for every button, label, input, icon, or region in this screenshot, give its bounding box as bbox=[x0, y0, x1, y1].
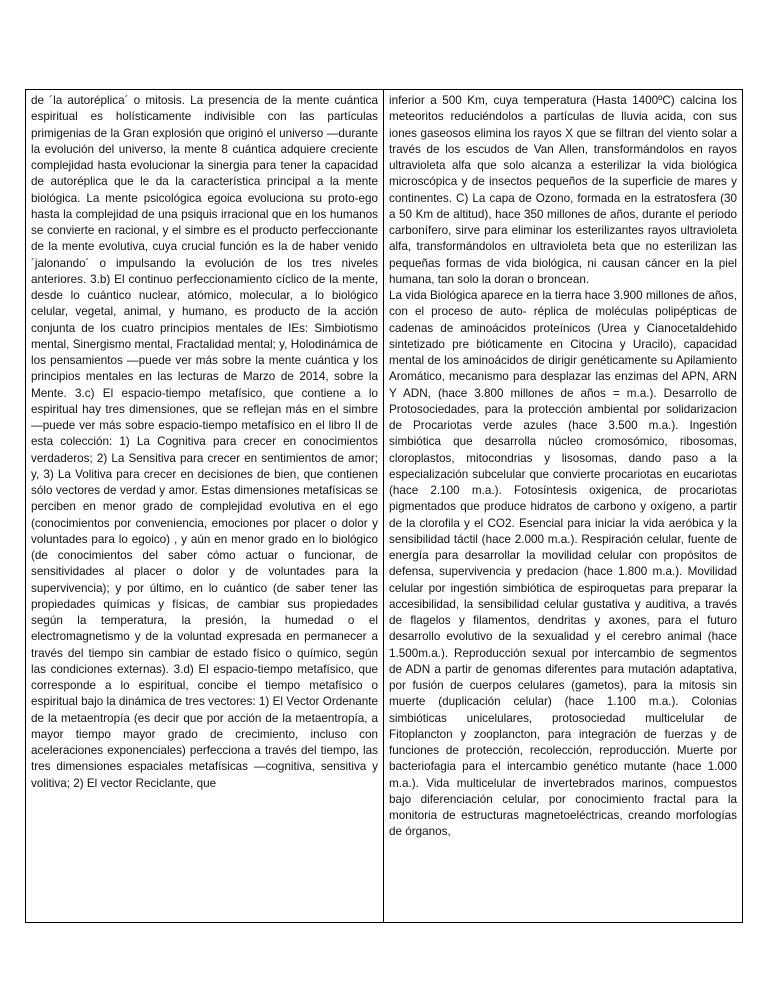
left-column-text: de ´la autoréplica´ o mitosis. La presencia de la mente cuántica espiritual es holísticamente indivisible con las partículas primigenias de la Gran explosión que originó el universo —durante la evolución del universo, la mente 8 cuántica adquiere creciente complejidad hasta evolucionar la sinergia para tener la capacidad de autoréplica que le da la característica principal a la mente biológica. La mente psicológica egoica evoluciona su proto-ego hasta la complejidad de una psiquis irracional que en los humanos se convierte en racional, y el simbre es el producto perfeccionante de la mente evolutiva, cuya crucial función es la de haber venido ´jalonando´ o impulsando la evolución de los tres niveles anteriores. 3.b) El continuo perfeccionamiento cíclico de la mente, desde lo cuántico nuclear, atómico, molecular, a lo biológico celular, vegetal, animal, y humano, es producto de la acción conjunta de los cuatro principios mentales de IEs: Simbiotismo mental, Sinergismo mental, Fractalidad mental; y, Holodinámica de los pensamientos —puede ver más sobre la mente cuántica y los principios mentales en las lecturas de Marzo de 2014, sobre la Mente. 3.c) El espacio-tiempo metafísico, que contiene a lo espiritual hay tres dimensiones, que se reflejan más en el simbre —puede ver más sobre espacio-tiempo metafísico en el libro II de esta colección: 1) La Cognitiva para crecer en conocimientos verdaderos; 2) La Sensitiva para crecer en sentimientos de amor; y, 3) La Volitiva para crecer en decisiones de bien, que contienen sólo vectores de verdad y amor. Estas dimensiones metafísicas se perciben en menor grado de complejidad evolutiva en el ego (conocimientos por conveniencia, emociones por placer o dolor y voluntades para lo egoico) , y aún en menor grado en lo biológico (de conocimientos del saber cómo actuar o funcionar, de sensitividades al placer o dolor y de voluntades para la supervivencia); y por último, en lo cuántico (de saber tener las propiedades químicas y físicas, de cambiar sus propiedades según la temperatura, la presión, la humedad o el electromagnetismo y de la voluntad expresada en permanecer a través del tiempo sin cambiar de estado físico o químico, según las condiciones externas). 3.d) El espacio-tiempo metafísico, que corresponde a lo espiritual, concibe el tiempo metafísico o espiritual bajo la dinámica de tres vectores: 1) El Vector Ordenante de la metaentropía (es decir que por acción de la metaentropía, a mayor tiempo mayor grado de crecimiento, incluso con aceleraciones exponenciales) perfecciona a través del tiempo, las tres dimensiones espaciales metafísicas —cognitiva, sensitiva y volitiva; 2) El vector Reciclante, que bbox=[31, 94, 378, 790]
left-column bbox=[26, 90, 384, 922]
right-column-paragraph-2: La vida Biológica aparece en la tierra hace 3.900 millones de años, con el proceso de auto- réplica de moléculas polipépticas de cadenas de aminoácidos proteínicos (Urea y Cianocetaldehido sintetizado pre bióticamente en Citocina y Uracilo), capacidad mental de los aminoácidos de dirigir genéticamente su Apilamiento Aromático, mecanismo para desplazar las enzimas del APN, ARN Y ADN, (hace 3.800 millones de años = m.a.). Desarrollo de Protosociedades, para la protección ambiental por solidarizacion de Procariotas verde azules (hace 3.500 m.a.). Ingestión simbiótica que desarrolla núcleo cromosómico, ribosomas, cloroplastos, mitocondrias y lisosomas, dando paso a la especialización subcelular que convierte procariotas en eucariotas (hace 2.100 m.a.). Fotosíntesis oxigenica, de procariotas pigmentados que produce hidratos de carbono y oxígeno, a partir de la clorofila y el CO2. Esencial para iniciar la vida aeróbica y la sensibilidad táctil (hace 2.000 m.a.). Respiración celular, fuente de energía para desarrollar la movilidad celular con propósitos de defensa, supervivencia y predacion (hace 1.800 m.a.). Movilidad celular por ingestión simbiótica de espiroquetas para preparar la accesibilidad, la sensibilidad celular gustativa y auditiva, a través de flagelos y filamentos, dendritas y axones, para el futuro desarrollo evolutivo de la sexualidad y el cerebro animal (hace 1.500m.a.). Reproducción sexual por intercambio de segmentos de ADN a partir de genomas diferentes para mutación adaptativa, por fusión de cuerpos celulares (gametos), para la mitosis sin muerte (duplicación celular) (hace 1.100 m.a.). Colonias simbióticas unicelulares, protosociedad multicelular de Fitoplancton y zooplancton, para integración de fuerzas y de funciones de protección, recolección, reproducción. Muerte por bacteriofagia para el intercambio genético mutante (hace 1.000 m.a.). Vida multicelular de invertebrados marinos, compuestos bajo diferenciación celular, por conocimiento fractal para la monitoria de estructuras magnetoeléctricas, creando morfologías de órganos, bbox=[389, 289, 737, 839]
two-column-table bbox=[25, 89, 743, 923]
right-column bbox=[384, 90, 742, 922]
right-column-paragraph-1: inferior a 500 Km, cuya temperatura (Hasta 1400ºC) calcina los meteoritos reduciéndolos a partículas de lluvia acida, con sus iones gaseosos elimina los rayos X que se filtran del viento solar a través de los escudos de Van Allen, transformándolos en rayos ultravioleta alfa que solo alcanza a esterilizar la vida biológica microscópica y de insectos pequeños de la superficie de mares y continentes. C) La capa de Ozono, formada en la estratosfera (30 a 50 Km de altitud), hace 350 millones de años, durante el periodo carbonífero, sirve para eliminar los esterilizantes rayos ultravioleta alfa, transformándolos en ultravioleta beta que no esterilizan las pequeñas formas de vida biológica, ni causan cáncer en la piel humana, tan solo la doran o broncean. bbox=[389, 94, 737, 286]
